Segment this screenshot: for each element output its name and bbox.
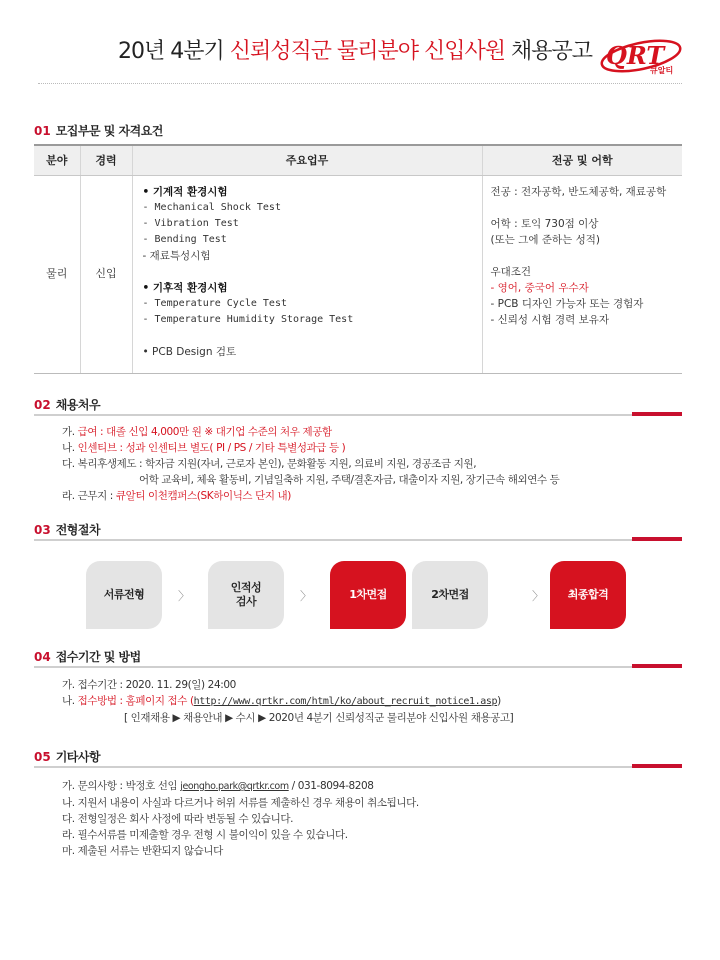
duty-group-title: • PCB Design 검토: [142, 345, 237, 358]
list-item: 라. 필수서류를 미제출할 경우 전형 시 불이익이 있을 수 있습니다.: [62, 829, 348, 841]
section-number: 04: [34, 650, 51, 664]
language-line: (또는 그에 준하는 성적): [490, 233, 600, 246]
apply-list: [62, 677, 513, 726]
list-item: 마. 제출된 서류는 반환되지 않습니다: [62, 845, 223, 857]
section-04-heading: [34, 646, 684, 668]
list-item: 다. 전형일정은 회사 사정에 따라 변동될 수 있습니다.: [62, 813, 294, 825]
preference-item: - 신뢰성 시험 경력 보유자: [490, 313, 610, 326]
duty-item: - Bending Test: [142, 233, 227, 245]
section-05-heading: [34, 746, 684, 768]
section-01-heading: [34, 120, 684, 142]
section-label: 접수기간 및 방법: [55, 650, 141, 664]
table-row: [34, 175, 682, 373]
recruit-link[interactable]: http://www.qrtkr.com/html/ko/about_recruit_notice1.asp: [193, 696, 498, 707]
section-number: 02: [34, 398, 51, 412]
section-label: 채용처우: [55, 398, 101, 412]
process-step-document: 서류전형: [86, 561, 162, 629]
etc-list: [62, 778, 419, 859]
cell-major: [482, 175, 682, 373]
cell-duties: [132, 175, 482, 373]
list-item: 라. 근무지 : 큐알티 이천캠퍼스(SK하이닉스 단지 내): [62, 490, 291, 502]
preference-item: - 영어, 중국어 우수자: [490, 281, 589, 294]
header-career: 경력: [80, 145, 132, 175]
duty-item: - Vibration Test: [142, 217, 239, 229]
contact-email-link[interactable]: jeongho.park@qrtkr.com: [180, 781, 289, 792]
benefits-list: [62, 424, 559, 504]
cell-field: 물리: [34, 175, 80, 373]
duty-group-title: • 기계적 환경시험: [142, 185, 228, 198]
header-divider: [38, 83, 682, 84]
section-divider: [34, 766, 682, 768]
preference-item: - PCB 디자인 가능자 또는 경험자: [490, 297, 644, 310]
duty-item: - Temperature Cycle Test: [142, 297, 287, 309]
title-suffix: 채용공고: [505, 39, 593, 64]
cell-career: 신입: [80, 175, 132, 373]
section-label: 기타사항: [55, 750, 101, 764]
process-step-aptitude: 인적성 검사: [208, 561, 284, 629]
logo-subtitle: 큐알티: [650, 66, 674, 75]
section-number: 01: [34, 124, 51, 138]
process-step-interview-1: 1차면접: [330, 561, 406, 629]
header-major: 전공 및 어학: [482, 145, 682, 175]
section-03-heading: [34, 519, 684, 541]
duty-item: - 재료특성시험: [142, 249, 211, 262]
list-item: 가. 급여 : 대졸 신입 4,000만 원 ※ 대기업 수준의 처우 제공함: [62, 426, 332, 438]
header-field: 분야: [34, 145, 80, 175]
section-label: 모집부문: [55, 124, 101, 138]
language-line: 어학 : 토익 730점 이상: [490, 217, 599, 230]
title-accent: 신뢰성직군 물리분야 신입사원: [229, 39, 505, 64]
section-label: 전형절차: [55, 523, 101, 537]
section-number: 05: [34, 750, 51, 764]
title-prefix: 20년 4분기: [118, 39, 230, 64]
table-header-row: [34, 145, 682, 175]
logo-text: QRT: [606, 41, 665, 70]
major-line: 전공 : 전자공학, 반도체공학, 재료공학: [490, 185, 667, 198]
page-header: [0, 0, 720, 80]
page-title: [118, 34, 592, 65]
section-divider: [34, 539, 682, 541]
recruitment-table: [34, 144, 682, 374]
duty-item: - Mechanical Shock Test: [142, 201, 281, 213]
duty-group-title: • 기후적 환경시험: [142, 281, 228, 294]
section-label-suffix: 및 자격요건: [100, 124, 163, 138]
section-divider: [34, 666, 682, 668]
selection-process: [86, 561, 646, 629]
list-item: 나. 지원서 내용이 사실과 다르거나 허위 서류를 제출하신 경우 채용이 취소됩니다.: [62, 797, 419, 809]
process-step-interview-2: 2차면접: [412, 561, 488, 629]
list-item: 나. 접수방법 : 홈페이지 접수 (http://www.qrtkr.com/html/ko/about_recruit_notice1.asp): [62, 695, 501, 707]
list-item: 가. 접수기간 : 2020. 11. 29(일) 24:00: [62, 679, 236, 691]
chevron-right-icon: 〉: [532, 589, 545, 603]
preference-title: 우대조건: [490, 265, 532, 278]
section-number: 03: [34, 523, 51, 537]
header-duties: 주요업무: [132, 145, 482, 175]
process-step-final: 최종합격: [550, 561, 626, 629]
section-02-heading: [34, 394, 684, 416]
navigation-path: [ 인재채용 ▶ 채용안내 ▶ 수시 ▶ 2020년 4분기 신뢰성직군 물리분야 신입사원 채용공고]: [124, 712, 514, 724]
duty-item: - Temperature Humidity Storage Test: [142, 313, 354, 325]
list-item-continued: 어학 교육비, 체육 활동비, 기념일축하 지원, 주택/결혼자금, 대출이자 지원, 장기근속 해외연수 등: [139, 474, 560, 486]
list-item: 가. 문의사항 : 박정호 선임 jeongho.park@qrtkr.com / 031-8094-8208: [62, 780, 374, 792]
chevron-right-icon: 〉: [300, 589, 313, 603]
chevron-right-icon: 〉: [178, 589, 191, 603]
list-item: 다. 복리후생제도 : 학자금 지원(자녀, 근로자 본인), 문화활동 지원, 의료비 지원, 경공조금 지원,: [62, 458, 477, 470]
list-item: 나. 인센티브 : 성과 인센티브 별도( PI / PS / 기타 특별성과급 등 ): [62, 442, 346, 454]
section-divider: [34, 414, 682, 416]
